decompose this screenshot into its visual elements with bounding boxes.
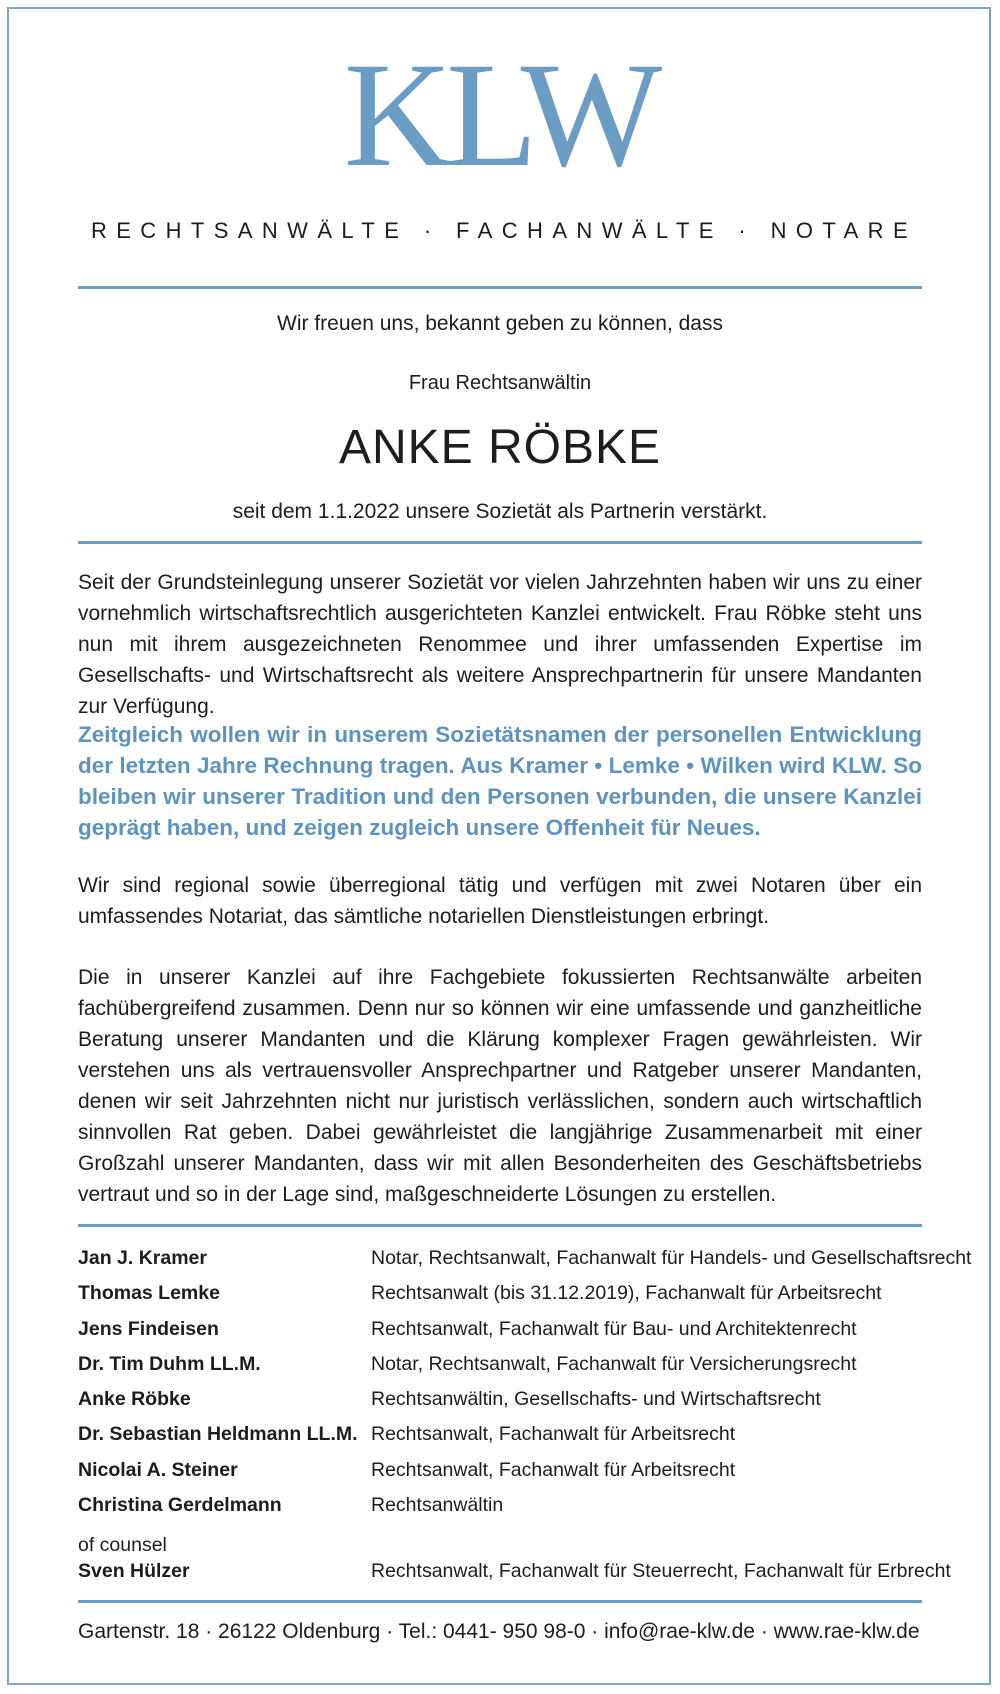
announcement-name: ANKE RÖBKE [338,421,662,474]
partner-name: Dr. Tim Duhm LL.M. [78,1352,261,1375]
counsel-role: Rechtsanwalt, Fachanwalt für Steuerrecht, Fachanwalt für Erbrecht [371,1560,951,1582]
firm-logo: KLW [343,32,657,198]
partner-row [78,1459,938,1494]
partner-row [78,1282,938,1317]
partner-role: Rechtsanwalt (bis 31.12.2019), Fachanwalt für Arbeitsrecht [371,1282,882,1305]
partner-name: Jens Findeisen [78,1317,219,1340]
partner-row [78,1423,938,1458]
partner-list [78,1247,972,1529]
partner-name: Thomas Lemke [78,1282,220,1305]
partner-row [78,1494,938,1529]
partner-role: Rechtsanwalt, Fachanwalt für Arbeitsrecht [371,1423,736,1446]
partner-name: Jan J. Kramer [78,1247,207,1269]
divider-partners [78,1224,922,1227]
partner-role: Rechtsanwalt, Fachanwalt für Bau- und Architektenrecht [371,1317,857,1340]
of-counsel-label: of counsel [78,1534,167,1556]
partner-name: Dr. Sebastian Heldmann LL.M. [78,1423,358,1446]
partner-row [78,1353,938,1388]
partner-role: Rechtsanwalt, Fachanwalt für Arbeitsrecht [371,1458,736,1481]
paragraph-notariat: Wir sind regional sowie überregional tätig und verfügen mit zwei Notaren über ein umfassendes Notariat, das sämtliche notariellen Dienstleistungen erbringt. [78,874,922,928]
partner-row [78,1247,972,1282]
firm-tagline: RECHTSANWÄLTE · FACHANWÄLTE · NOTARE [90,218,918,243]
paragraph-approach: Die in unserer Kanzlei auf ihre Fachgebiete fokussierten Rechtsanwälte arbeiten fachübergreifend zusammen. Denn nur so können wir eine umfassende und ganzheitliche Beratung unserer Mandanten und die Klärung komplexer Fragen gewährleisten. Wir verstehen uns als vertrauensvoller Ansprechpartner und Ratgeber unserer Mandanten, denen wir seit Jahrzehnten nicht nur juristisch verlässlichen, sondern auch wirtschaftlich sinnvollen Rat geben. Dabei gewährleistet die langjährige Zusammenarbeit mit einer Großzahl unserer Mandanten, dass wir mit allen Besonderheiten des Geschäftsbetriebs vertraut und so in der Lage sind, maßgeschneiderte Lösungen zu erstellen. [78,966,922,1206]
partner-name: Anke Röbke [78,1388,191,1411]
partner-role: Notar, Rechtsanwalt, Fachanwalt für Versicherungsrecht [371,1352,857,1375]
announcement-since: seit dem 1.1.2022 unsere Sozietät als Partnerin verstärkt. [232,500,768,523]
partner-row [78,1318,938,1353]
paragraph-name-change: Zeitgleich wollen wir in unserem Sozietätsnamen der personellen Entwicklung der letzten Jahre Rechnung tragen. Aus Kramer • Lemke • Wilken wird KLW. So bleiben wir unserer Tradition und den Personen verbunden, die unsere Kanzlei geprägt haben, und zeigen zugleich unsere Offenheit für Neues. [78,722,922,840]
partner-row [78,1388,938,1423]
partner-name: Nicolai A. Steiner [78,1458,238,1481]
contact-footer: Gartenstr. 18 · 26122 Oldenburg · Tel.: 0441- 950 98-0 · info@rae-klw.de · www.rae-klw.de [78,1620,920,1643]
counsel-name: Sven Hülzer [78,1560,190,1582]
paragraph-history: Seit der Grundsteinlegung unserer Sozietät vor vielen Jahrzehnten haben wir uns zu einer vornehmlich wirtschaftsrechtlich ausgerichteten Kanzlei entwickelt. Frau Röbke steht uns nun mit ihrem ausgezeichneten Renommee und ihrer umfassenden Expertise im Gesellschafts- und Wirtschaftsrecht als weitere Ansprechpartnerin für unsere Mandanten zur Verfügung. [78,571,922,718]
divider-announcement [78,541,922,544]
announcement-intro: Wir freuen uns, bekannt geben zu können, dass [277,312,723,335]
divider-top [78,286,922,289]
announcement-salutation: Frau Rechtsanwältin [408,372,592,394]
partner-name: Christina Gerdelmann [78,1494,282,1517]
partner-role: Notar, Rechtsanwalt, Fachanwalt für Handels- und Gesellschaftsrecht [371,1247,972,1269]
divider-footer [78,1600,922,1603]
partner-role: Rechtsanwältin [371,1494,504,1517]
partner-role: Rechtsanwältin, Gesellschafts- und Wirtschaftsrecht [371,1388,821,1411]
counsel-row [78,1560,951,1590]
